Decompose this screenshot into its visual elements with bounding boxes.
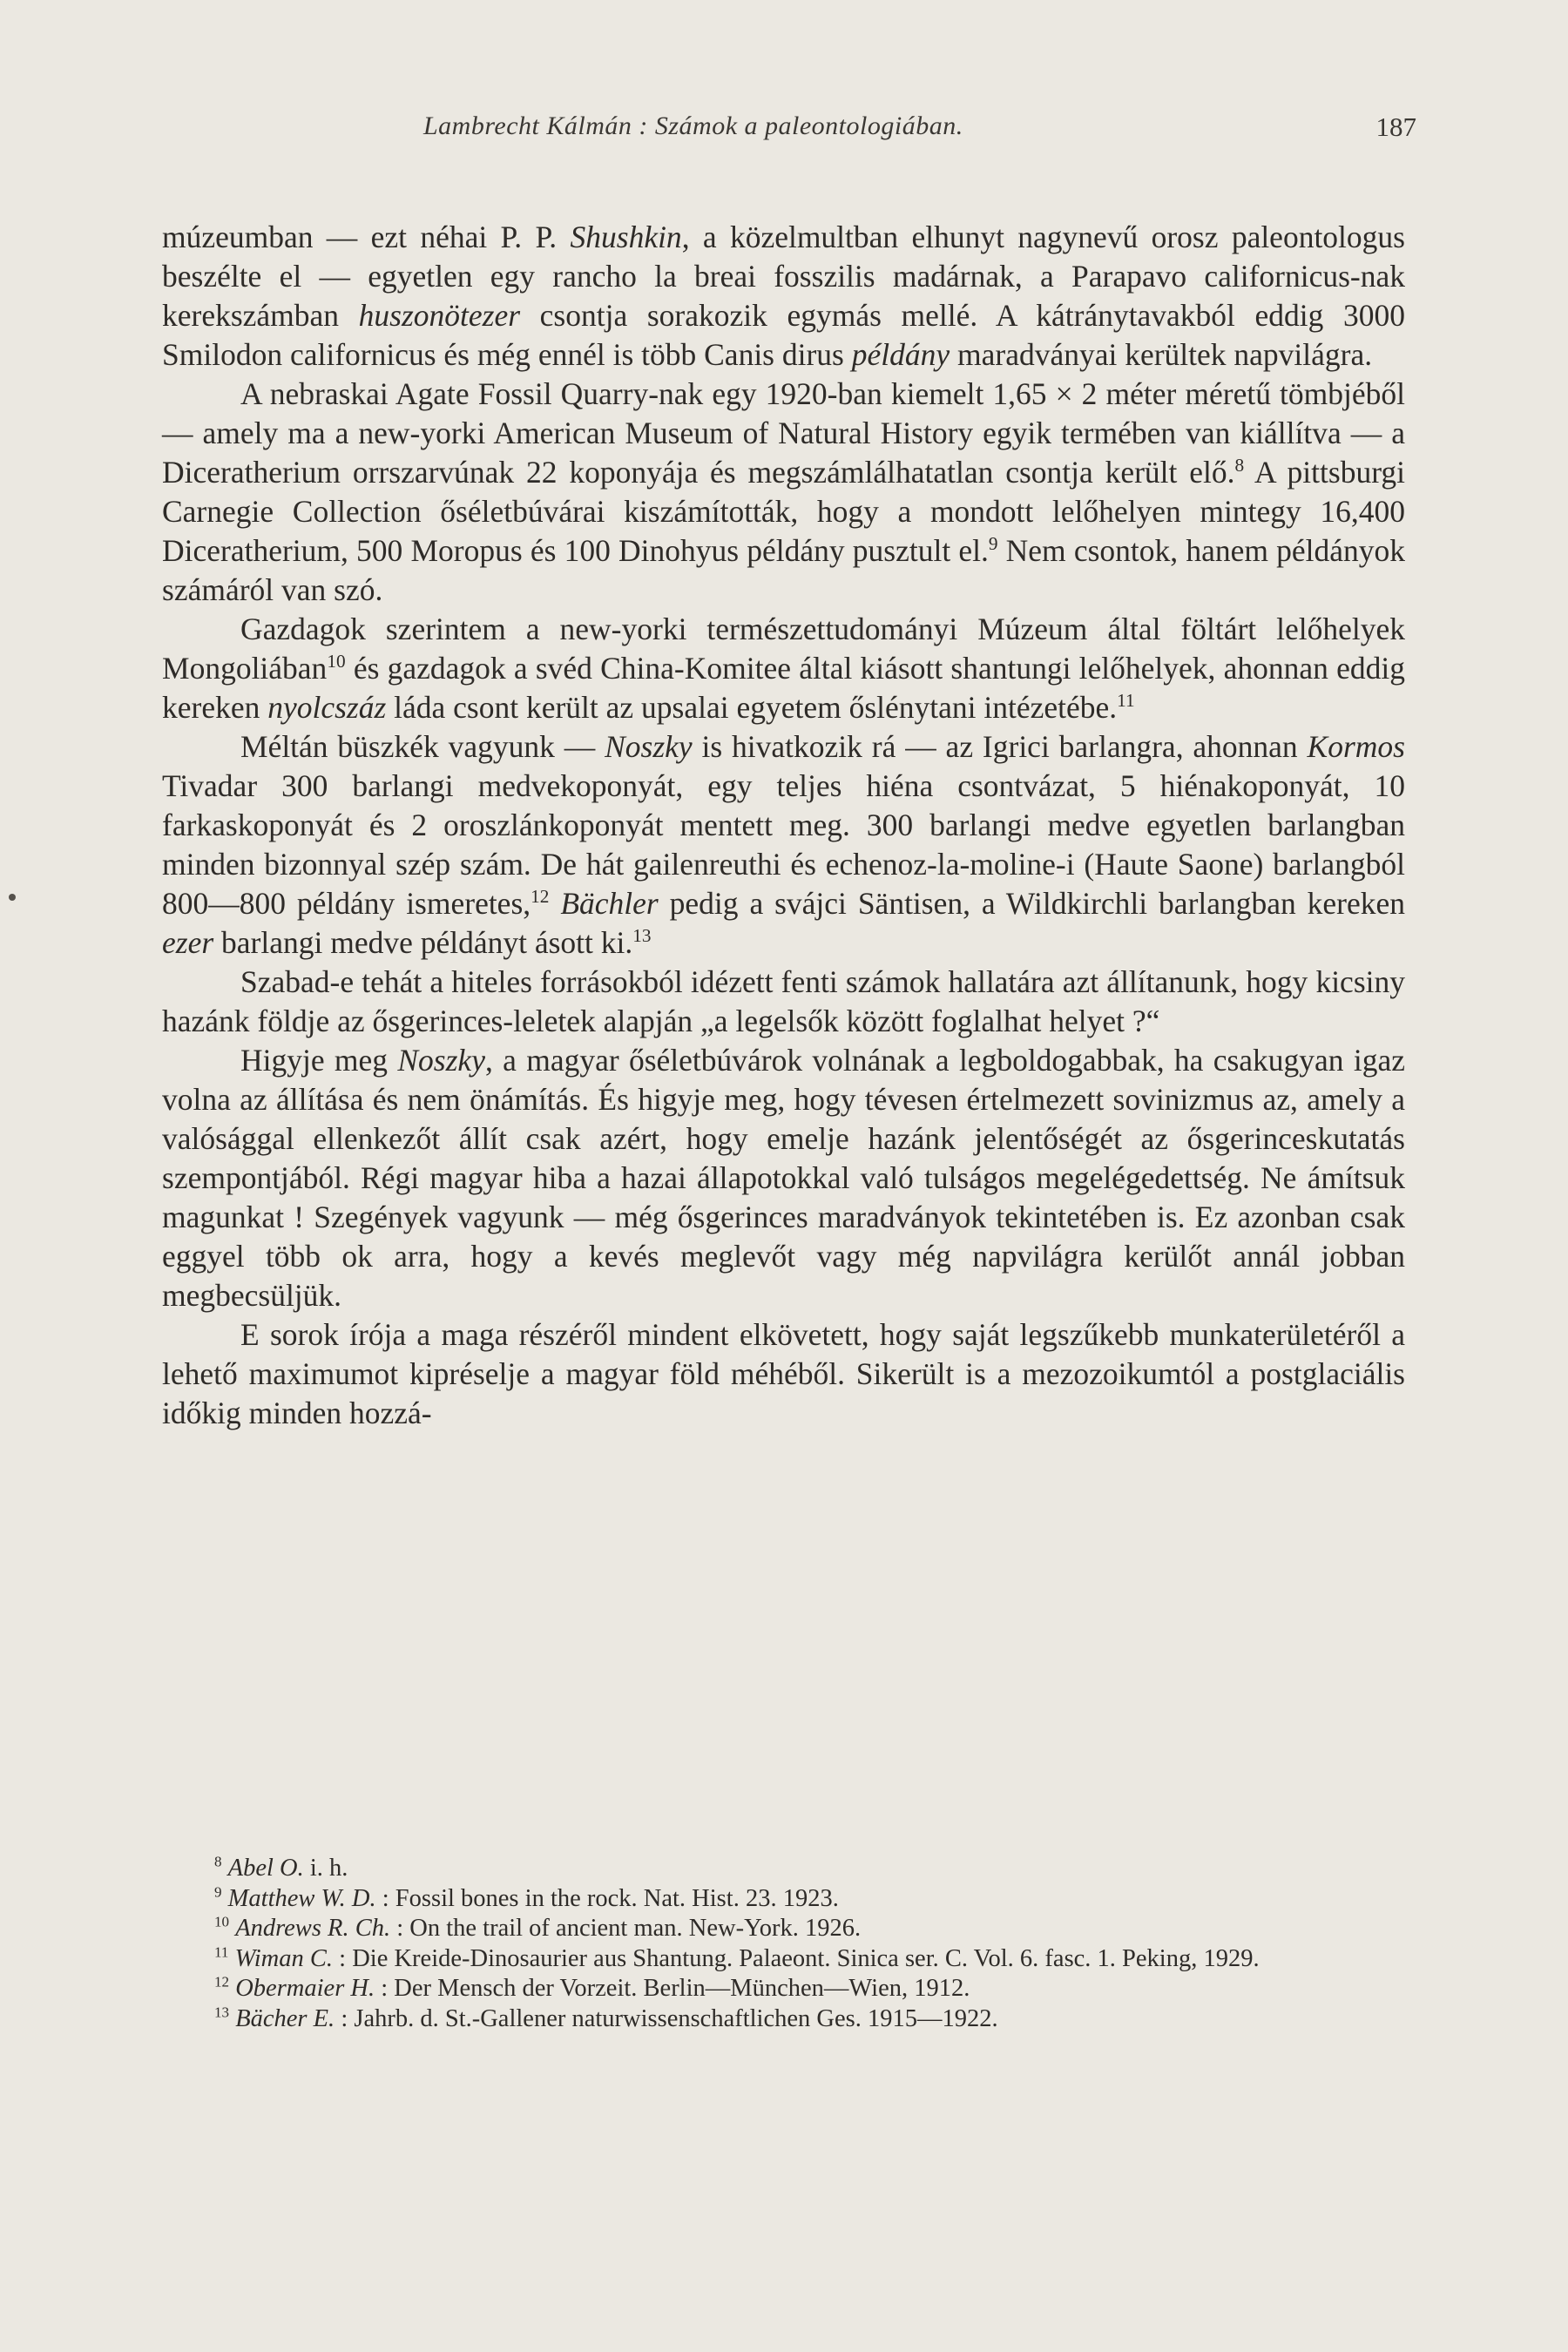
text-run: csontja sorakozik egymás mellé. A kátránytavakból eddig 3000 Smilodon californicus és még ennél is több Canis dirus <box>162 298 1405 372</box>
paragraph <box>162 218 1405 375</box>
text-run: , a közelmultban elhunyt nagynevű orosz paleontologus beszélte el — egyetlen egy rancho la breai fosszilis madárnak, a Parapavo californicus-nak kerekszámban <box>162 220 1405 333</box>
margin-speck <box>9 894 16 901</box>
footnote <box>162 1944 1405 1975</box>
italic-text: Kormos <box>1307 729 1405 764</box>
footnote <box>162 1914 1405 1944</box>
text-run: A nebraskai Agate Fossil Quarry-nak egy 1920-ban kiemelt 1,65 × 2 méter méretű tömbjéből — amely ma a new-yorki American Museum of Natural History egyik termében van kiállítva — a Diceratherium orrszarvúnak 22 koponyája és megszámlálhatatlan csontja került elő. <box>162 376 1405 490</box>
italic-text: ezer <box>162 925 214 960</box>
text-run: maradványai kerültek napvilágra. <box>950 337 1373 372</box>
paragraph <box>162 610 1405 727</box>
italic-text: Noszky <box>605 729 693 764</box>
footnote-number: 13 <box>214 2004 230 2021</box>
italic-text: Bächler <box>560 886 659 921</box>
footnote-author: Abel O. <box>227 1855 304 1882</box>
text-run: pedig a svájci Säntisen, a Wildkirchli barlangban kereken <box>658 886 1406 921</box>
running-title: Lambrecht Kálmán : Számok a paleontologiában. <box>423 112 963 140</box>
italic-text: Shushkin <box>570 220 682 254</box>
footnote-author: Matthew W. D. <box>227 1884 376 1912</box>
paragraph <box>162 963 1405 1041</box>
footnote-author: Wiman C. <box>234 1944 334 1972</box>
italic-text: példány <box>851 337 950 372</box>
footnote <box>162 1854 1405 1884</box>
footnote-text: : Jahrb. d. St.-Gallener naturwissenschaftlichen Ges. 1915—1922. <box>335 2004 998 2032</box>
text-run: Szabad-e tehát a hiteles forrásokból idézett fenti számok hallatára azt állítanunk, hogy kicsiny hazánk földje az ősgerinces-leletek alapján „a legelsők között foglalhat helyet ?“ <box>162 964 1405 1038</box>
page-header <box>162 112 1416 146</box>
footnote-author: Bächer E. <box>235 2004 335 2032</box>
text-run: Tivadar 300 barlangi medvekoponyát, egy teljes hiéna csontvázat, 5 hiénakoponyát, 10 farkaskoponyát és 2 oroszlánkoponyát mentett meg. 300 barlangi medve egyetlen barlangban minden bizonnyal szép szám. De hát gailenreuthi és echenoz-la-moline-i (Haute Saone) barlangból 800—800 példány ismeretes, <box>162 768 1405 921</box>
footnote-number: 9 <box>214 1883 222 1901</box>
footnote-text: : Fossil bones in the rock. Nat. Hist. 23. 1923. <box>375 1884 839 1912</box>
paragraph <box>162 1041 1405 1315</box>
paragraph <box>162 375 1405 610</box>
footnote-author: Obermaier H. <box>235 1975 375 2003</box>
footnote-text: : On the trail of ancient man. New-York. 1926. <box>390 1915 862 1943</box>
footnote <box>162 2004 1405 2035</box>
footnote-author: Andrews R. Ch. <box>235 1915 391 1943</box>
text-run: A pittsburgi Carnegie Collection őséletbúvárai kiszámították, hogy a mondott lelőhelyen mintegy 16,400 Diceratherium, 500 Moropus és 100 Dinohyus példány pusztult el. <box>162 455 1406 568</box>
footnote <box>162 1974 1405 2004</box>
text-run: Higyje meg <box>240 1043 398 1078</box>
text-run: E sorok írója a maga részéről mindent elkövetett, hogy saját legszűkebb munkaterületéről a lehető maximumot kipréselje a magyar föld méhéből. Sikerült is a mezozoikumtól a postglaciális időkig minden hozzá- <box>162 1317 1405 1430</box>
footnote-number: 8 <box>214 1853 222 1870</box>
text-run: Nem csontok, hanem példányok számáról van szó. <box>162 533 1405 607</box>
text-run: múzeumban — ezt néhai P. P. <box>162 220 571 254</box>
footnote-ref: 8 <box>1234 455 1245 476</box>
main-text <box>162 218 1405 1433</box>
footnote-text: : Die Kreide-Dinosaurier aus Shantung. Palaeont. Sinica ser. C. Vol. 6. fasc. 1. Peking, 1929. <box>333 1944 1260 1972</box>
text-run: barlangi medve példányt ásott ki. <box>213 925 633 960</box>
text-run: Gazdagok szerintem a new-yorki természettudományi Múzeum által föltárt lelőhelyek Mongoliában <box>162 612 1405 686</box>
footnote-number: 12 <box>214 1973 230 1990</box>
italic-text: Noszky <box>397 1043 485 1078</box>
text-run: is hivatkozik rá — az Igrici barlangra, ahonnan <box>692 729 1308 764</box>
italic-text: nyolcszáz <box>267 690 387 725</box>
footnote <box>162 1884 1405 1915</box>
text-run: láda csont került az upsalai egyetem őslénytani intézetébe. <box>386 690 1118 725</box>
footnote-ref: 13 <box>632 925 652 947</box>
footnote-ref: 9 <box>988 533 998 555</box>
footnote-number: 11 <box>214 1943 229 1961</box>
text-run: , a magyar őséletbúvárok volnának a legboldogabbak, ha csakugyan igaz volna az állítása és nem önámítás. És higyje meg, hogy tévesen értelmezett sovinizmus az, amely a valósággal ellenkezőt állít csak azért, hogy emelje hazánk jelentőségét az ősgerinceskutatás szempontjából. Régi magyar hiba a hazai állapotokkal való tulságos megelégedettség. Ne ámítsuk magunkat ! Szegények vagyunk — még ősgerinces maradványok tekintetében is. Ez azonban csak eggyel több ok arra, hogy a kevés meglevőt vagy még napvilágra kerülőt annál jobban megbecsüljük. <box>162 1043 1405 1313</box>
italic-text: huszonötezer <box>358 298 521 333</box>
footnote-ref: 11 <box>1117 690 1135 712</box>
page-number: 187 <box>1375 112 1416 142</box>
footnote-ref: 10 <box>327 651 346 672</box>
footnotes <box>162 1854 1405 2035</box>
paragraph <box>162 727 1405 963</box>
text-run: és gazdagok a svéd China-Komitee által kiásott shantungi lelőhelyek, ahonnan eddig kereken <box>162 651 1405 725</box>
text-run: Méltán büszkék vagyunk — <box>240 729 605 764</box>
paragraph <box>162 1315 1405 1433</box>
footnote-text: i. h. <box>303 1855 348 1882</box>
footnote-number: 10 <box>214 1913 230 1930</box>
footnote-text: : Der Mensch der Vorzeit. Berlin—München—Wien, 1912. <box>375 1975 970 2003</box>
footnote-ref: 12 <box>531 886 550 908</box>
text-run <box>549 886 560 921</box>
